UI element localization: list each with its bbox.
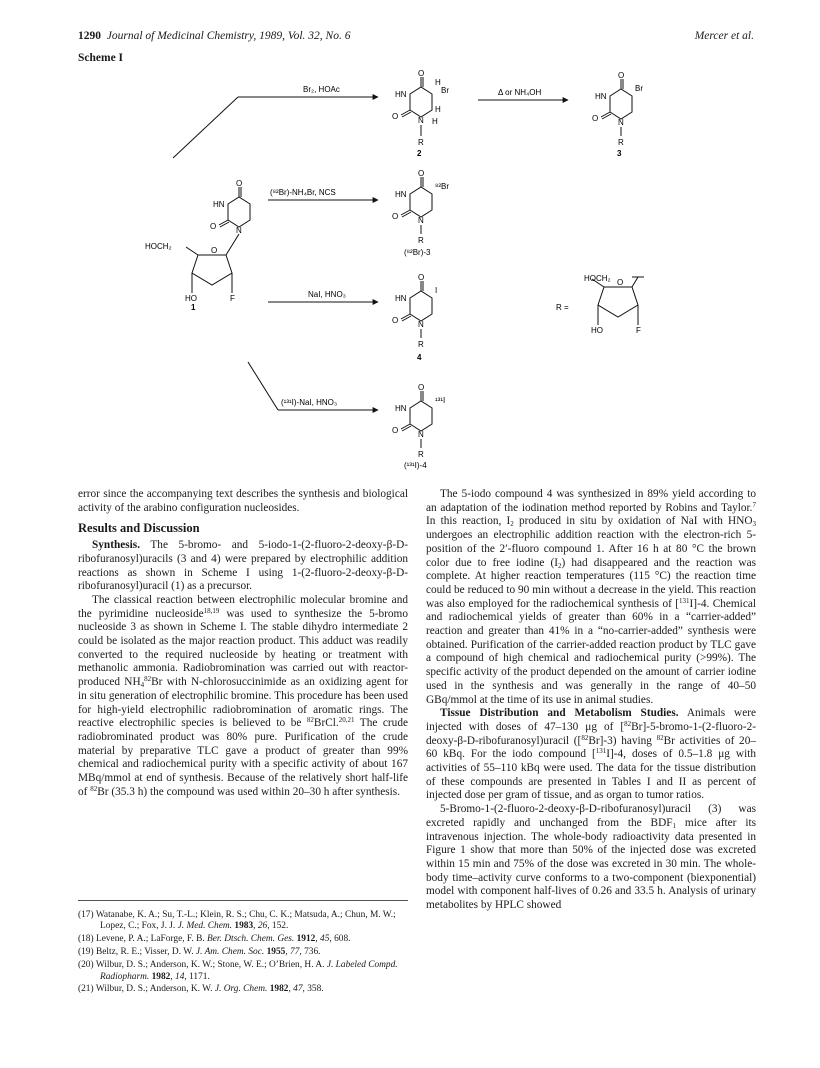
- compound-label-82br-3: (⁸²Br)-3: [404, 248, 431, 257]
- left-column: [78, 488, 408, 799]
- reagent-heat-ammonia: Δ or NH₄OH: [498, 88, 542, 97]
- right-column: [426, 488, 756, 913]
- svg-text:O: O: [210, 222, 217, 231]
- svg-text:O: O: [418, 69, 425, 78]
- bromination-paragraph: The classical reaction between electrophilic molecular bromine and the pyrimidine nucleoside$^{18,19}$ was used to synthesize the 5-bromo nucleoside 3 as shown in Scheme I. The stable dihydro intermediate 2 could be isolated as the major reaction product. This adduct was readily converted to the required nucleoside by heating or treatment with methanolic ammonia. Radiobromination was carried out with reactor-produced $NH_4^{82}Br$ with N-chlorosuccinimide as an oxidizing agent for in situ generation of electrophilic bromine. This procedure has been used for high-yield electrophilic radiobromination of aromatic rings. The reactive electrophilic species is believed to be $^{82}$BrCl.$^{20,21}$ The crude radiobrominated product was 80% pure. Purification of the crude material by preparative TLC gave a product of greater than 99% chemical and radiochemical purity with a specific activity of about 167 MBq/mmol at end of synthesis. Because of the relatively short half-life of $^{82}$Br (35.3 h) the compound was used within 20–30 h after synthesis.: [78, 593, 408, 798]
- reference-20: (20) Wilbur, D. S.; Anderson, K. W.; Stone, W. E.; O’Brien, H. A. J. Labeled Compd. Radiopharm. 1982, 14, 1171.: [78, 960, 398, 982]
- intro-paragraph: error since the accompanying text describes the synthesis and biological activity of the arabino configuration nucleosides.: [78, 488, 408, 514]
- svg-text:N: N: [418, 430, 424, 439]
- svg-text:HN: HN: [395, 90, 407, 99]
- page-number: 1290: [78, 30, 101, 42]
- svg-text:N: N: [418, 216, 424, 225]
- svg-text:HN: HN: [395, 294, 407, 303]
- excretion-paragraph: 5-Bromo-1-(2-fluoro-2-deoxy-β-D-ribofuranosyl)uracil (3) was excreted rapidly and unchanged from the $BDF_1$ mice after its intravenous injection. The whole-body radioactivity data presented in Figure 1 show that more than 50% of the injected dose was excreted within 15 min and 75% of the dose was excreted in 30 min. The whole-body time–activity curve conforms to a two-component (biexponential) model with component half-lives of 0.26 and 33.5 h. Analysis of urinary metabolites by HPLC showed: [426, 803, 756, 912]
- compound-label-131i-4: (¹³¹I)-4: [404, 461, 427, 470]
- svg-text:R: R: [418, 236, 424, 245]
- reference-19: (19) Beltz, R. E.; Visser, D. W. J. Am. Chem. Soc. 1955, 77, 736.: [78, 947, 321, 958]
- section-heading: Results and Discussion: [78, 521, 200, 536]
- svg-text:H: H: [435, 105, 441, 114]
- running-header: [78, 30, 754, 48]
- svg-text:R: R: [418, 138, 424, 147]
- svg-text:H: H: [435, 78, 441, 87]
- svg-text:O: O: [236, 179, 243, 188]
- r-group-sugar: [584, 274, 644, 335]
- compound-label-2: 2: [417, 149, 422, 158]
- svg-text:O: O: [392, 212, 399, 221]
- compound-label-1: 1: [191, 303, 196, 312]
- compound-label-4: 4: [417, 353, 422, 362]
- svg-text:I: I: [435, 286, 438, 295]
- compound-1-sugar: [145, 234, 239, 303]
- synthesis-paragraph: Synthesis. The 5-bromo- and 5-iodo-1-(2-fluoro-2-deoxy-β-D-ribofuranosyl)uracils (3 and 4) were prepared by electrophilic addition reactions as shown in Scheme I using 1-(2-fluoro-2-deoxy-β-D-ribofuranosyl)uracil (1) as a precursor.: [78, 539, 409, 593]
- svg-text:O: O: [392, 426, 399, 435]
- compound-label-3: 3: [617, 149, 622, 158]
- svg-text:HO: HO: [591, 326, 603, 335]
- svg-text:HOCH₂: HOCH₂: [584, 274, 611, 283]
- compound-4-structure: [392, 273, 437, 349]
- svg-text:R: R: [418, 450, 424, 459]
- svg-text:HN: HN: [595, 92, 607, 101]
- compound-82br-3-structure: [392, 169, 449, 245]
- branch-line-bottom: [248, 362, 278, 410]
- svg-text:F: F: [230, 294, 235, 303]
- svg-text:N: N: [618, 118, 624, 127]
- svg-text:R: R: [618, 138, 624, 147]
- svg-text:Br: Br: [635, 84, 643, 93]
- header-left: [78, 30, 350, 42]
- svg-text:O: O: [592, 114, 599, 123]
- svg-text:HN: HN: [395, 404, 407, 413]
- reference-17: (17) Watanabe, K. A.; Su, T.-L.; Klein, R. S.; Chu, C. K.; Matsuda, A.; Chun, M. W.; Lopez, C.; Fox, J. J. J. Med. Chem. 1983, 26, 152.: [78, 910, 396, 932]
- svg-text:O: O: [418, 169, 425, 178]
- svg-text:O: O: [392, 112, 399, 121]
- reference-21: (21) Wilbur, D. S.; Anderson, K. W. J. Org. Chem. 1982, 47, 358.: [78, 984, 324, 995]
- svg-text:N: N: [236, 226, 242, 235]
- reagent-radiobromination: (⁸²Br)-NH₄Br, NCS: [270, 188, 336, 197]
- svg-text:H: H: [432, 117, 438, 126]
- reference-18: (18) Levene, P. A.; LaForge, F. B. Ber. Dtsch. Chem. Ges. 1912, 45, 608.: [78, 934, 351, 945]
- svg-text:O: O: [418, 383, 425, 392]
- iodination-paragraph: The 5-iodo compound 4 was synthesized in 89% yield according to an adaptation of the iodination method reported by Robins and Taylor.$^7$ In this reaction, $I_2$ produced in situ by oxidation of NaI with $HNO_3$ undergoes an electrophilic addition reaction with the electron-rich 5-position of the 2′-fluoro compound 1. After 16 h at 80 °C the brown color due to free iodine $(I_2)$ had disappeared and the reaction was complete. At higher reaction temperatures (115 °C) the reaction time could be reduced to 90 min without a decrease in the yield. This reaction was also employed for the radiochemical synthesis of [$^{131}$I]-4. Chemical and radiochemical yields of greater than 60% in a “carrier-added” reaction and greater than 41% in a “no-carrier-added” synthesis were obtained. Purification of the carrier-added reaction product by TLC gave a compound of high chemical and radiochemical purity (>99%). The specific activity of the product depended on the amount of carrier iodine used in the synthesis and was generally in the range of 40–50 GBq/mmol at the time of its use in animal studies.: [426, 488, 757, 706]
- header-authors: Mercer et al.: [694, 30, 754, 42]
- svg-text:O: O: [618, 71, 625, 80]
- scheme-title: Scheme I: [78, 52, 124, 64]
- svg-text:O: O: [211, 246, 218, 255]
- tissue-runin: Tissue Distribution and Metabolism Studies.: [440, 707, 679, 720]
- reagent-bromine: Br₂, HOAc: [303, 85, 340, 94]
- r-group-label: R =: [556, 303, 569, 312]
- svg-text:HOCH₂: HOCH₂: [145, 242, 172, 251]
- compound-3-structure: [592, 71, 643, 147]
- svg-text:O: O: [392, 316, 399, 325]
- svg-text:F: F: [636, 326, 641, 335]
- compound-131i-4-structure: [392, 383, 445, 459]
- svg-text:HO: HO: [185, 294, 197, 303]
- synthesis-runin: Synthesis.: [92, 539, 141, 552]
- reagent-radioiodination: (¹³¹I)-NaI, HNO₃: [281, 398, 338, 407]
- branch-line-top: [173, 97, 238, 158]
- svg-text:N: N: [418, 320, 424, 329]
- svg-text:HN: HN: [213, 200, 225, 209]
- svg-text:R: R: [418, 340, 424, 349]
- compound-2-structure: [392, 69, 449, 147]
- compound-1-structure: [210, 179, 250, 235]
- svg-text:N: N: [418, 116, 424, 125]
- svg-text:⁸²Br: ⁸²Br: [435, 182, 450, 191]
- reaction-scheme: [78, 62, 758, 482]
- svg-text:O: O: [418, 273, 425, 282]
- tissue-paragraph: Tissue Distribution and Metabolism Studies. Animals were injected with doses of 47–130 μg of [$^{82}$Br]-5-bromo-1-(2-fluoro-2-deoxy-β-D-ribofuranosyl)uracil ([$^{82}$Br]-3) having $^{82}$Br activities of 20–60 kBq. For the iodo compound [$^{131}$I]-4, doses of 0.5–1.8 μg with activities of 55–110 kBq were used. The data for the tissue distribution of these compounds are presented in Tables I and II as percent of injected dose per gram of tissue, and as organ to tumor ratios.: [426, 707, 756, 802]
- svg-text:Br: Br: [441, 86, 449, 95]
- svg-text:¹³¹I: ¹³¹I: [435, 396, 446, 405]
- svg-text:O: O: [617, 278, 624, 287]
- svg-text:HN: HN: [395, 190, 407, 199]
- references: [78, 900, 408, 997]
- journal-citation: Journal of Medicinal Chemistry, 1989, Vol. 32, No. 6: [106, 30, 351, 42]
- reagent-iodination: NaI, HNO₃: [308, 290, 346, 299]
